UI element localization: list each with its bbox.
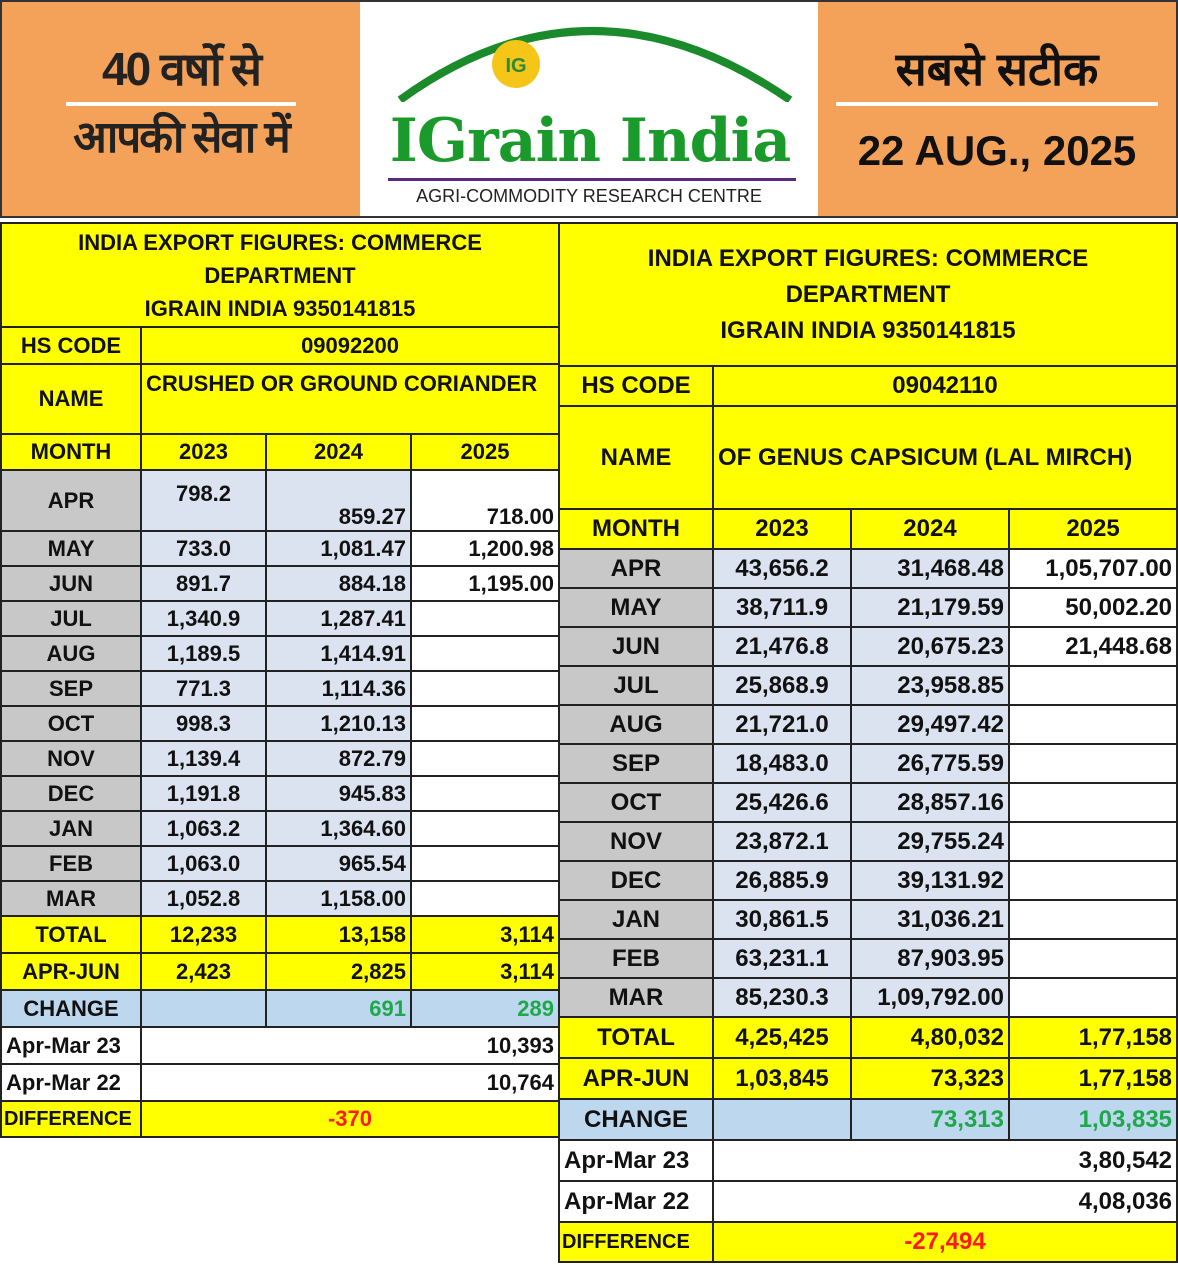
value-2024: 1,081.47 xyxy=(266,531,411,566)
change-value: 1,03,835 xyxy=(1009,1099,1177,1140)
apr_jun-value: 3,114 xyxy=(411,953,559,990)
title-line: DEPARTMENT xyxy=(785,280,951,308)
value-2024: 23,958.85 xyxy=(851,666,1009,705)
coriander-export-table xyxy=(0,222,560,1138)
month-header-row xyxy=(1,434,559,470)
value-2023: 38,711.9 xyxy=(713,588,851,627)
month-cell: JUL xyxy=(1,601,141,636)
value-2024: 859.27 xyxy=(266,470,411,531)
logo-underline xyxy=(388,178,796,181)
total-row xyxy=(559,1017,1177,1058)
table-row xyxy=(1,741,559,776)
difference-row xyxy=(559,1222,1177,1262)
name-label: NAME xyxy=(1,364,141,434)
title-line: INDIA EXPORT FIGURES: COMMERCE xyxy=(647,244,1089,272)
value-2025 xyxy=(411,776,559,811)
value-2024: 965.54 xyxy=(266,846,411,881)
apr_mar_23-value: 3,80,542 xyxy=(713,1140,1177,1181)
value-2023: 85,230.3 xyxy=(713,978,851,1017)
value-2025: 50,002.20 xyxy=(1009,588,1177,627)
value-2025: 718.00 xyxy=(411,470,559,531)
change-row xyxy=(1,990,559,1027)
value-2024: 1,114.36 xyxy=(266,671,411,706)
value-2025 xyxy=(411,811,559,846)
table-row xyxy=(1,470,559,531)
hs-code-label: HS CODE xyxy=(1,327,141,364)
year-header: 2024 xyxy=(266,434,411,470)
value-2023: 1,052.8 xyxy=(141,881,266,916)
month-cell: OCT xyxy=(559,783,713,822)
month-cell: APR xyxy=(1,470,141,531)
apr_jun-value: 73,323 xyxy=(851,1058,1009,1099)
month-cell: SEP xyxy=(1,671,141,706)
tagline-years: 40 वर्षो से xyxy=(102,43,260,95)
year-header: 2024 xyxy=(851,509,1009,549)
month-cell: DEC xyxy=(559,861,713,900)
value-2024: 21,179.59 xyxy=(851,588,1009,627)
value-2023: 891.7 xyxy=(141,566,266,601)
value-2023: 30,861.5 xyxy=(713,900,851,939)
value-2025 xyxy=(1009,861,1177,900)
value-2023: 798.2 xyxy=(141,470,266,531)
table-row xyxy=(559,549,1177,588)
year-header: 2023 xyxy=(713,509,851,549)
apr_jun-value: 2,423 xyxy=(141,953,266,990)
tagline-service: आपकी सेवा में xyxy=(73,113,289,162)
year-header: 2025 xyxy=(1009,509,1177,549)
value-2023: 21,721.0 xyxy=(713,705,851,744)
commodity-name: OF GENUS CAPSICUM (LAL MIRCH) xyxy=(713,406,1177,509)
hs-code-value: 09042110 xyxy=(713,366,1177,406)
year-header: 2025 xyxy=(411,434,559,470)
table-row xyxy=(1,566,559,601)
total-value: 1,77,158 xyxy=(1009,1017,1177,1058)
value-2024: 884.18 xyxy=(266,566,411,601)
apr_jun-value: 1,77,158 xyxy=(1009,1058,1177,1099)
apr_mar_22-label: Apr-Mar 22 xyxy=(1,1064,141,1101)
month-cell: JAN xyxy=(559,900,713,939)
value-2023: 1,063.0 xyxy=(141,846,266,881)
tagline-left xyxy=(2,2,360,216)
table-row xyxy=(1,636,559,671)
value-2025: 1,200.98 xyxy=(411,531,559,566)
value-2025 xyxy=(411,846,559,881)
table-row xyxy=(1,671,559,706)
apr_mar_23-row xyxy=(1,1027,559,1064)
value-2025 xyxy=(1009,744,1177,783)
value-2024: 31,036.21 xyxy=(851,900,1009,939)
month-cell: DEC xyxy=(1,776,141,811)
month-cell: OCT xyxy=(1,706,141,741)
month-cell: NOV xyxy=(559,822,713,861)
value-2025 xyxy=(1009,822,1177,861)
value-2023: 1,340.9 xyxy=(141,601,266,636)
apr_mar_22-row xyxy=(1,1064,559,1101)
title-line: IGRAIN INDIA 9350141815 xyxy=(720,316,1016,344)
change-label: CHANGE xyxy=(559,1099,713,1140)
divider xyxy=(66,102,296,106)
change-value: 73,313 xyxy=(851,1099,1009,1140)
title-line: DEPARTMENT xyxy=(204,262,356,288)
title-row xyxy=(1,223,559,327)
logo-badge: IG xyxy=(505,55,527,77)
difference-value: -27,494 xyxy=(713,1222,1177,1262)
chilli-export-table xyxy=(558,222,1178,1263)
table-row xyxy=(559,978,1177,1017)
table-row xyxy=(559,666,1177,705)
value-2024: 1,414.91 xyxy=(266,636,411,671)
value-2025 xyxy=(411,706,559,741)
change-value xyxy=(141,990,266,1027)
value-2024: 872.79 xyxy=(266,741,411,776)
apr_jun-value: 1,03,845 xyxy=(713,1058,851,1099)
value-2024: 29,497.42 xyxy=(851,705,1009,744)
value-2025 xyxy=(1009,900,1177,939)
name-row xyxy=(559,406,1177,509)
table-row xyxy=(559,783,1177,822)
value-2023: 23,872.1 xyxy=(713,822,851,861)
value-2023: 63,231.1 xyxy=(713,939,851,978)
month-header-row xyxy=(559,509,1177,549)
value-2025 xyxy=(1009,705,1177,744)
value-2025: 1,195.00 xyxy=(411,566,559,601)
igrain-logo xyxy=(360,2,818,216)
apr_jun-label: APR-JUN xyxy=(559,1058,713,1099)
value-2023: 25,426.6 xyxy=(713,783,851,822)
value-2024: 945.83 xyxy=(266,776,411,811)
change-value xyxy=(713,1099,851,1140)
title-line: IGRAIN INDIA 9350141815 xyxy=(144,295,416,321)
tagline-accurate: सबसे सटीक xyxy=(895,43,1099,95)
table-row xyxy=(1,706,559,741)
table-row xyxy=(1,776,559,811)
change-value: 289 xyxy=(411,990,559,1027)
table-row xyxy=(559,744,1177,783)
value-2024: 1,364.60 xyxy=(266,811,411,846)
title-line: INDIA EXPORT FIGURES: COMMERCE xyxy=(78,229,482,255)
value-2023: 998.3 xyxy=(141,706,266,741)
name-row xyxy=(1,364,559,434)
value-2023: 21,476.8 xyxy=(713,627,851,666)
total-label: TOTAL xyxy=(1,916,141,953)
value-2023: 1,063.2 xyxy=(141,811,266,846)
value-2024: 1,158.00 xyxy=(266,881,411,916)
table-row xyxy=(1,846,559,881)
total-row xyxy=(1,916,559,953)
apr_jun-row xyxy=(559,1058,1177,1099)
month-cell: JUN xyxy=(559,627,713,666)
month-cell: JUL xyxy=(559,666,713,705)
value-2025 xyxy=(411,601,559,636)
table-row xyxy=(559,900,1177,939)
month-cell: AUG xyxy=(559,705,713,744)
month-label: MONTH xyxy=(1,434,141,470)
title-row xyxy=(559,223,1177,366)
table-title xyxy=(1,223,559,327)
month-cell: NOV xyxy=(1,741,141,776)
total-value: 12,233 xyxy=(141,916,266,953)
table-row xyxy=(559,705,1177,744)
total-value: 4,25,425 xyxy=(713,1017,851,1058)
table-row xyxy=(559,939,1177,978)
value-2024: 87,903.95 xyxy=(851,939,1009,978)
value-2024: 1,09,792.00 xyxy=(851,978,1009,1017)
apr_jun-row xyxy=(1,953,559,990)
value-2024: 20,675.23 xyxy=(851,627,1009,666)
value-2025: 21,448.68 xyxy=(1009,627,1177,666)
month-label: MONTH xyxy=(559,509,713,549)
total-value: 3,114 xyxy=(411,916,559,953)
apr_jun-label: APR-JUN xyxy=(1,953,141,990)
table-row xyxy=(1,881,559,916)
hs-code-row xyxy=(1,327,559,364)
value-2024: 1,287.41 xyxy=(266,601,411,636)
table-row xyxy=(1,531,559,566)
month-cell: AUG xyxy=(1,636,141,671)
apr_jun-value: 2,825 xyxy=(266,953,411,990)
value-2024: 26,775.59 xyxy=(851,744,1009,783)
month-cell: FEB xyxy=(1,846,141,881)
apr_mar_23-row xyxy=(559,1140,1177,1181)
apr_mar_22-label: Apr-Mar 22 xyxy=(559,1181,713,1222)
value-2023: 733.0 xyxy=(141,531,266,566)
value-2025 xyxy=(1009,783,1177,822)
hs-code-row xyxy=(559,366,1177,406)
month-cell: SEP xyxy=(559,744,713,783)
month-cell: APR xyxy=(559,549,713,588)
value-2023: 18,483.0 xyxy=(713,744,851,783)
month-cell: FEB xyxy=(559,939,713,978)
value-2023: 25,868.9 xyxy=(713,666,851,705)
table-row xyxy=(559,822,1177,861)
table-title xyxy=(559,223,1177,366)
difference-label: DIFFERENCE xyxy=(559,1222,713,1262)
logo-subtitle: AGRI-COMMODITY RESEARCH CENTRE xyxy=(416,186,762,206)
year-header: 2023 xyxy=(141,434,266,470)
value-2025 xyxy=(411,636,559,671)
total-value: 4,80,032 xyxy=(851,1017,1009,1058)
table-row xyxy=(559,627,1177,666)
difference-label: DIFFERENCE xyxy=(1,1101,141,1137)
value-2024: 39,131.92 xyxy=(851,861,1009,900)
month-cell: MAR xyxy=(559,978,713,1017)
change-label: CHANGE xyxy=(1,990,141,1027)
value-2025 xyxy=(411,881,559,916)
value-2024: 29,755.24 xyxy=(851,822,1009,861)
value-2023: 43,656.2 xyxy=(713,549,851,588)
value-2024: 1,210.13 xyxy=(266,706,411,741)
name-label: NAME xyxy=(559,406,713,509)
table-row xyxy=(559,588,1177,627)
value-2023: 1,191.8 xyxy=(141,776,266,811)
change-value: 691 xyxy=(266,990,411,1027)
apr_mar_22-value: 10,764 xyxy=(141,1064,559,1101)
value-2024: 28,857.16 xyxy=(851,783,1009,822)
tagline-right xyxy=(818,2,1176,216)
month-cell: JAN xyxy=(1,811,141,846)
difference-row xyxy=(1,1101,559,1137)
value-2025 xyxy=(1009,978,1177,1017)
banner-header xyxy=(0,0,1178,218)
value-2025 xyxy=(411,741,559,776)
logo-name: IGrain India xyxy=(389,106,791,176)
hs-code-value: 09092200 xyxy=(141,327,559,364)
apr_mar_22-row xyxy=(559,1181,1177,1222)
month-cell: MAY xyxy=(559,588,713,627)
value-2023: 1,139.4 xyxy=(141,741,266,776)
table-row xyxy=(1,811,559,846)
value-2023: 26,885.9 xyxy=(713,861,851,900)
value-2025: 1,05,707.00 xyxy=(1009,549,1177,588)
difference-value: -370 xyxy=(141,1101,559,1137)
apr_mar_23-value: 10,393 xyxy=(141,1027,559,1064)
table-row xyxy=(559,861,1177,900)
month-cell: MAY xyxy=(1,531,141,566)
apr_mar_23-label: Apr-Mar 23 xyxy=(559,1140,713,1181)
change-row xyxy=(559,1099,1177,1140)
value-2025 xyxy=(1009,666,1177,705)
apr_mar_23-label: Apr-Mar 23 xyxy=(1,1027,141,1064)
value-2025 xyxy=(1009,939,1177,978)
report-date: 22 AUG., 2025 xyxy=(857,127,1137,174)
total-label: TOTAL xyxy=(559,1017,713,1058)
month-cell: JUN xyxy=(1,566,141,601)
divider xyxy=(836,102,1158,106)
apr_mar_22-value: 4,08,036 xyxy=(713,1181,1177,1222)
logo-arc-icon xyxy=(360,2,818,102)
month-cell: MAR xyxy=(1,881,141,916)
value-2025 xyxy=(411,671,559,706)
table-row xyxy=(1,601,559,636)
value-2024: 31,468.48 xyxy=(851,549,1009,588)
hs-code-label: HS CODE xyxy=(559,366,713,406)
value-2023: 771.3 xyxy=(141,671,266,706)
commodity-name: CRUSHED OR GROUND CORIANDER xyxy=(141,364,559,434)
value-2023: 1,189.5 xyxy=(141,636,266,671)
total-value: 13,158 xyxy=(266,916,411,953)
